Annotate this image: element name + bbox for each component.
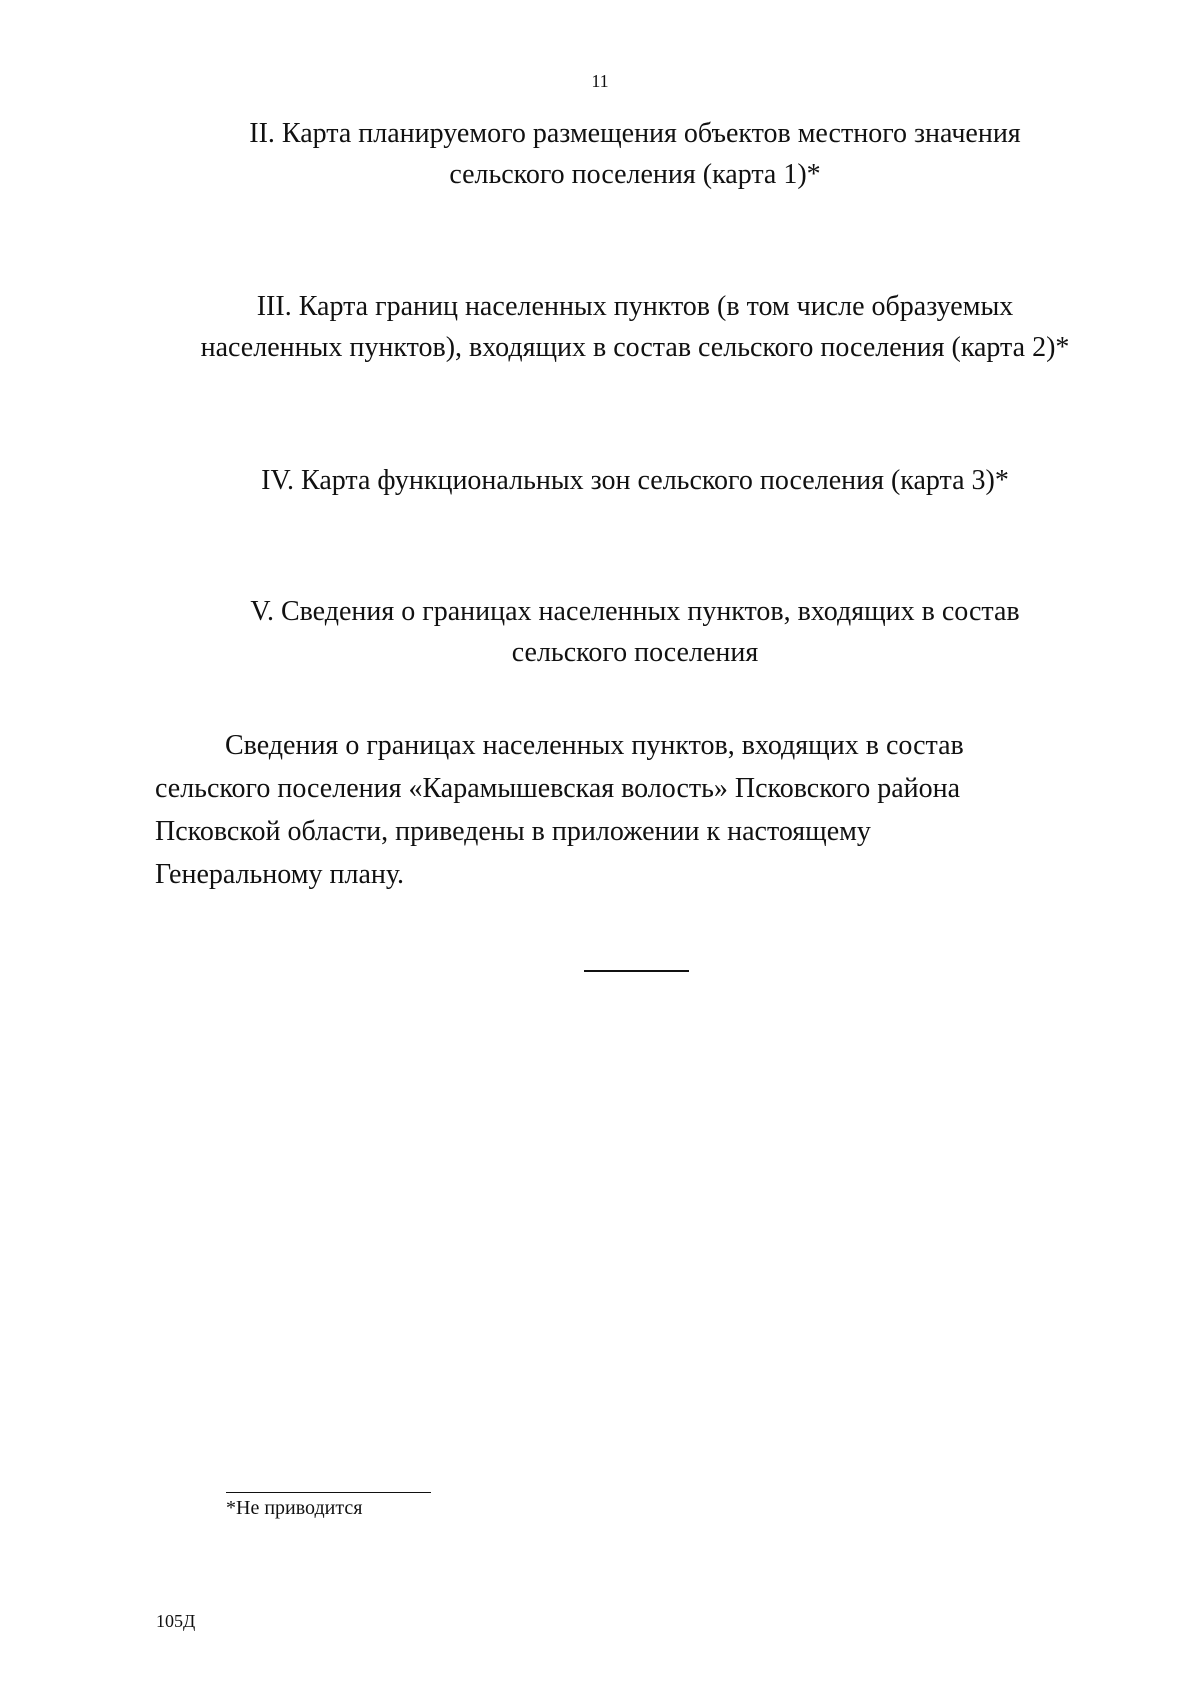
heading-line: III. Карта границ населенных пунктов (в том числе образуемых (256, 291, 1014, 322)
heading-line: V. Сведения о границах населенных пунктов, входящих в состав (250, 596, 1020, 627)
word: границах (366, 730, 476, 761)
paragraph-line: Генеральному плану. (155, 859, 405, 890)
word: населенных (482, 730, 625, 761)
word: района (877, 773, 961, 804)
footnote: *Не приводится (226, 1497, 363, 1519)
section-heading-map-1 (150, 113, 1120, 195)
heading-line: сельского поселения (511, 637, 759, 668)
word: волость» (621, 773, 728, 804)
body-paragraph (155, 724, 1121, 896)
word: области, (287, 816, 389, 847)
word: приложении (551, 816, 700, 847)
word: пунктов, (631, 730, 735, 761)
word: в (531, 816, 545, 847)
word: Псковского (734, 773, 871, 804)
word: состав (885, 730, 964, 761)
heading-line: населенных пунктов), входящих в состав сельского поселения (карта 2)* (200, 332, 1070, 363)
word: в (865, 730, 879, 761)
section-heading-boundaries (150, 591, 1120, 673)
paragraph-line (155, 767, 1121, 810)
word: Псковской (155, 816, 281, 847)
word: поселения (277, 773, 402, 804)
word: о (345, 730, 360, 761)
footnote-separator (226, 1492, 431, 1493)
word: настоящему (727, 816, 871, 847)
document-code: 105Д (156, 1611, 196, 1631)
word: сельского (155, 773, 271, 804)
heading-line: IV. Карта функциональных зон сельского поселения (карта 3)* (261, 465, 1009, 496)
section-heading-map-3 (150, 460, 1120, 501)
page-number: 11 (591, 71, 609, 91)
word: Сведения (225, 730, 339, 761)
word: входящих (741, 730, 859, 761)
word: приведены (395, 816, 525, 847)
heading-line: сельского поселения (карта 1)* (449, 159, 821, 190)
heading-line: II. Карта планируемого размещения объектов местного значения (249, 118, 1021, 149)
paragraph-line (155, 810, 1121, 853)
word: к (706, 816, 721, 847)
section-heading-map-2 (150, 286, 1120, 368)
word: «Карамышевская (408, 773, 615, 804)
paragraph-line (155, 724, 1121, 767)
end-of-text-rule (584, 970, 689, 972)
